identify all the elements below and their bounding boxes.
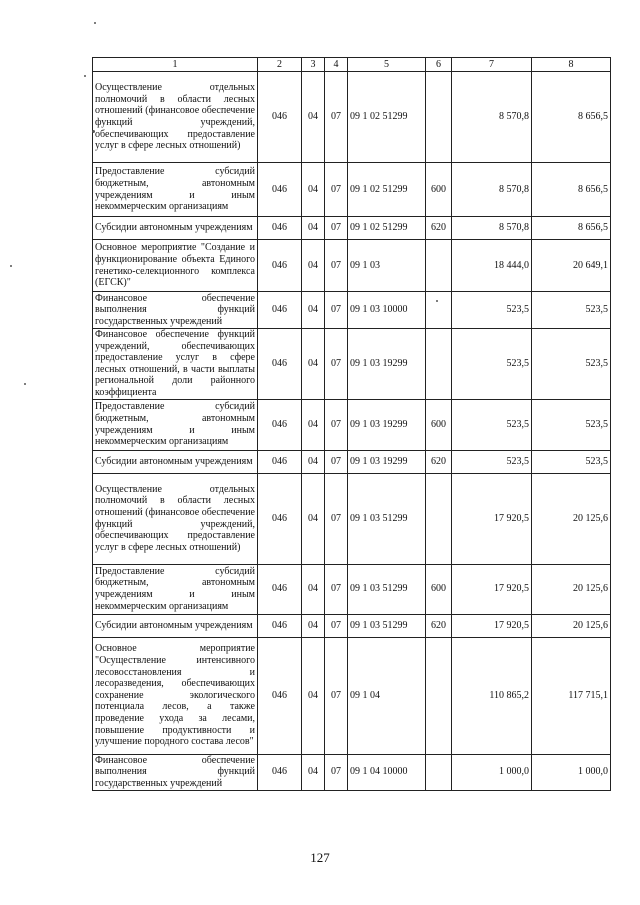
cell-target-article: 09 1 03 10000 [348, 292, 426, 329]
cell-target-article: 09 1 04 [348, 637, 426, 754]
cell-ministry-code: 046 [258, 163, 302, 217]
cell-amount-year-2: 20 125,6 [532, 614, 611, 637]
budget-table [92, 57, 611, 791]
cell-expense-type [426, 72, 452, 163]
cell-subsection: 07 [325, 72, 348, 163]
cell-amount-year-1: 1 000,0 [452, 754, 532, 790]
cell-amount-year-1: 8 570,8 [452, 163, 532, 217]
cell-amount-year-2: 117 715,1 [532, 637, 611, 754]
cell-subsection: 07 [325, 217, 348, 240]
cell-description: Субсидии автономным учреждениям [93, 614, 258, 637]
cell-expense-type [426, 292, 452, 329]
cell-amount-year-1: 8 570,8 [452, 72, 532, 163]
cell-subsection: 07 [325, 473, 348, 564]
cell-target-article: 09 1 04 10000 [348, 754, 426, 790]
cell-expense-type [426, 240, 452, 292]
cell-target-article: 09 1 03 51299 [348, 564, 426, 614]
cell-section: 04 [302, 564, 325, 614]
cell-amount-year-1: 523,5 [452, 292, 532, 329]
cell-subsection: 07 [325, 564, 348, 614]
cell-amount-year-2: 8 656,5 [532, 163, 611, 217]
cell-target-article: 09 1 02 51299 [348, 217, 426, 240]
cell-subsection: 07 [325, 754, 348, 790]
table-row [93, 564, 611, 614]
cell-ministry-code: 046 [258, 637, 302, 754]
column-header-5: 5 [348, 58, 426, 72]
cell-amount-year-2: 8 656,5 [532, 217, 611, 240]
cell-amount-year-1: 523,5 [452, 450, 532, 473]
cell-expense-type [426, 637, 452, 754]
scan-speck [10, 265, 12, 267]
cell-section: 04 [302, 473, 325, 564]
table-row [93, 637, 611, 754]
scan-speck [84, 75, 86, 77]
cell-amount-year-2: 20 125,6 [532, 564, 611, 614]
table-row [93, 292, 611, 329]
table-row [93, 754, 611, 790]
cell-section: 04 [302, 399, 325, 450]
cell-target-article: 09 1 03 19299 [348, 450, 426, 473]
cell-ministry-code: 046 [258, 399, 302, 450]
cell-amount-year-2: 523,5 [532, 329, 611, 400]
cell-target-article: 09 1 03 19299 [348, 329, 426, 400]
table-row [93, 329, 611, 400]
scan-speck [94, 22, 96, 24]
page-number: 127 [310, 850, 330, 865]
cell-amount-year-2: 523,5 [532, 450, 611, 473]
table-row [93, 473, 611, 564]
cell-expense-type: 600 [426, 399, 452, 450]
cell-description: Осуществление отдельных полномочий в области лесных отношений (финансовое обеспечение функций учреждений, обеспечивающих предоставление услуг в сфере лесных отношений) [93, 473, 258, 564]
cell-amount-year-2: 1 000,0 [532, 754, 611, 790]
cell-subsection: 07 [325, 637, 348, 754]
scan-speck [24, 383, 26, 385]
cell-ministry-code: 046 [258, 614, 302, 637]
cell-expense-type: 620 [426, 217, 452, 240]
cell-description: Субсидии автономным учреждениям [93, 217, 258, 240]
table-row [93, 614, 611, 637]
cell-ministry-code: 046 [258, 72, 302, 163]
cell-ministry-code: 046 [258, 292, 302, 329]
cell-amount-year-1: 110 865,2 [452, 637, 532, 754]
cell-section: 04 [302, 292, 325, 329]
cell-description: Основное мероприятие "Создание и функционирование объекта Единого генетико-селекционного комплекса (ЕГСК)" [93, 240, 258, 292]
cell-subsection: 07 [325, 450, 348, 473]
cell-description: Предоставление субсидий бюджетным, автономным учреждениям и иным некоммерческим организациям [93, 399, 258, 450]
column-header-8: 8 [532, 58, 611, 72]
cell-subsection: 07 [325, 240, 348, 292]
cell-section: 04 [302, 72, 325, 163]
column-header-7: 7 [452, 58, 532, 72]
cell-subsection: 07 [325, 329, 348, 400]
cell-expense-type [426, 329, 452, 400]
cell-section: 04 [302, 240, 325, 292]
cell-description: Основное мероприятие "Осуществление интенсивного лесовосстановления и лесоразведения, обеспечивающих сохранение экологического потенциала лесов, а также проведение ухода за лесами, повышение продуктивности и улучшение породного состава лесов" [93, 637, 258, 754]
column-header-2: 2 [258, 58, 302, 72]
table-row [93, 163, 611, 217]
cell-section: 04 [302, 614, 325, 637]
cell-target-article: 09 1 02 51299 [348, 163, 426, 217]
cell-section: 04 [302, 754, 325, 790]
cell-section: 04 [302, 163, 325, 217]
cell-amount-year-1: 17 920,5 [452, 473, 532, 564]
table-row [93, 217, 611, 240]
cell-amount-year-2: 523,5 [532, 292, 611, 329]
cell-ministry-code: 046 [258, 564, 302, 614]
cell-target-article: 09 1 03 19299 [348, 399, 426, 450]
cell-description: Финансовое обеспечение функций учреждений, обеспечивающих предоставление услуг в сфере лесных отношений, в части выплаты региональной доли районного коэффициента [93, 329, 258, 400]
cell-amount-year-1: 17 920,5 [452, 614, 532, 637]
cell-section: 04 [302, 450, 325, 473]
cell-amount-year-2: 523,5 [532, 399, 611, 450]
cell-section: 04 [302, 329, 325, 400]
cell-subsection: 07 [325, 399, 348, 450]
cell-ministry-code: 046 [258, 217, 302, 240]
cell-description: Финансовое обеспечение выполнения функций государственных учреждений [93, 292, 258, 329]
table-row [93, 450, 611, 473]
cell-ministry-code: 046 [258, 754, 302, 790]
cell-expense-type [426, 754, 452, 790]
cell-amount-year-1: 523,5 [452, 329, 532, 400]
cell-target-article: 09 1 02 51299 [348, 72, 426, 163]
cell-expense-type: 620 [426, 614, 452, 637]
scan-speck [92, 130, 95, 133]
cell-ministry-code: 046 [258, 450, 302, 473]
cell-amount-year-1: 17 920,5 [452, 564, 532, 614]
cell-description: Субсидии автономным учреждениям [93, 450, 258, 473]
cell-ministry-code: 046 [258, 240, 302, 292]
cell-subsection: 07 [325, 614, 348, 637]
cell-section: 04 [302, 217, 325, 240]
cell-amount-year-2: 8 656,5 [532, 72, 611, 163]
cell-ministry-code: 046 [258, 329, 302, 400]
cell-amount-year-1: 8 570,8 [452, 217, 532, 240]
cell-expense-type [426, 473, 452, 564]
cell-target-article: 09 1 03 51299 [348, 614, 426, 637]
cell-description: Финансовое обеспечение выполнения функций государственных учреждений [93, 754, 258, 790]
cell-amount-year-2: 20 125,6 [532, 473, 611, 564]
column-header-4: 4 [325, 58, 348, 72]
cell-description: Осуществление отдельных полномочий в области лесных отношений (финансовое обеспечение функций учреждений, обеспечивающих предоставление услуг в сфере лесных отношений) [93, 72, 258, 163]
cell-target-article: 09 1 03 [348, 240, 426, 292]
header-row [93, 58, 611, 72]
table-row [93, 240, 611, 292]
cell-expense-type: 620 [426, 450, 452, 473]
cell-amount-year-1: 523,5 [452, 399, 532, 450]
cell-description: Предоставление субсидий бюджетным, автономным учреждениям и иным некоммерческим организациям [93, 564, 258, 614]
cell-amount-year-1: 18 444,0 [452, 240, 532, 292]
cell-subsection: 07 [325, 163, 348, 217]
table-row [93, 72, 611, 163]
cell-target-article: 09 1 03 51299 [348, 473, 426, 564]
cell-section: 04 [302, 637, 325, 754]
scan-speck [436, 300, 438, 302]
cell-description: Предоставление субсидий бюджетным, автономным учреждениям и иным некоммерческим организациям [93, 163, 258, 217]
cell-amount-year-2: 20 649,1 [532, 240, 611, 292]
cell-expense-type: 600 [426, 163, 452, 217]
column-header-3: 3 [302, 58, 325, 72]
cell-subsection: 07 [325, 292, 348, 329]
column-header-6: 6 [426, 58, 452, 72]
table-row [93, 399, 611, 450]
cell-expense-type: 600 [426, 564, 452, 614]
column-header-1: 1 [93, 58, 258, 72]
cell-ministry-code: 046 [258, 473, 302, 564]
table-body [93, 72, 611, 791]
